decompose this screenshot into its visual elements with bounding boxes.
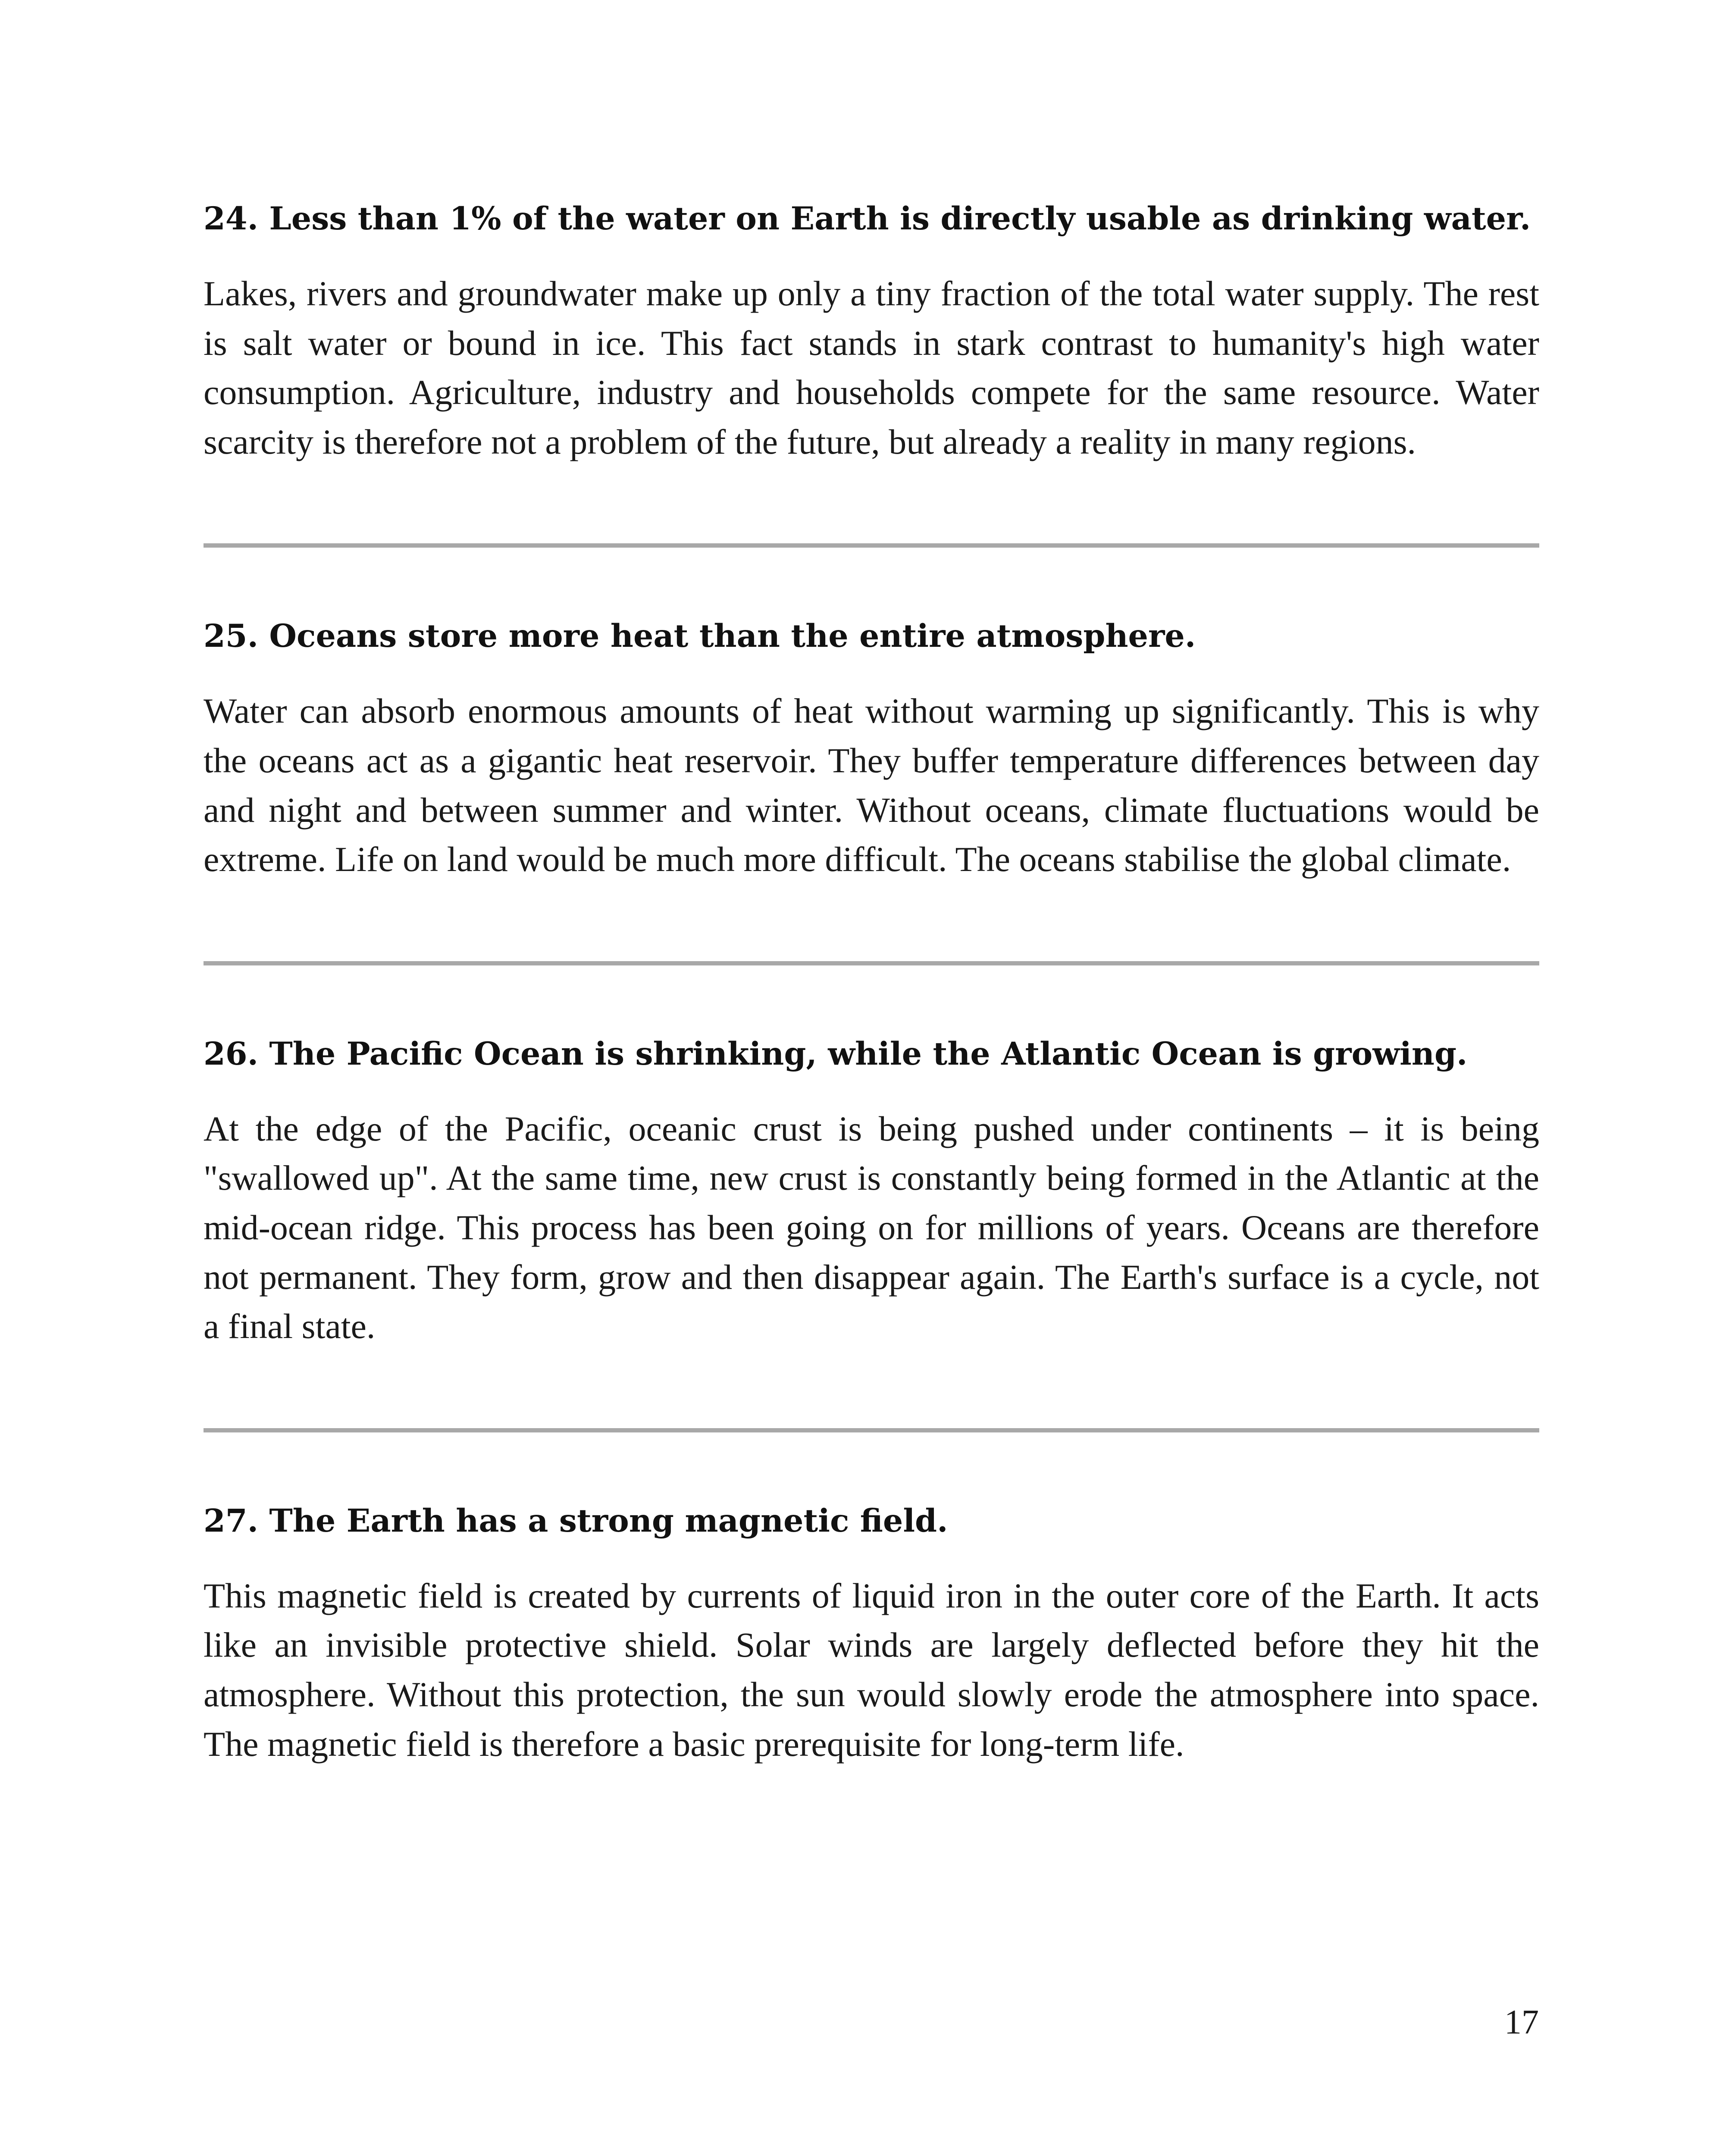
fact-section-24 <box>204 195 1539 467</box>
section-heading: 27. The Earth has a strong magnetic field. <box>204 1502 948 1539</box>
section-body: Lakes, rivers and groundwater make up only a tiny fraction of the total water supply. The rest is salt water or bound in ice. This fact stands in stark contrast to humanity's high water consumption. Agriculture, industry and households compete for the same resource. Water scarcity is therefore not a problem of the future, but already a reality in many regions. <box>204 274 1539 461</box>
section-divider <box>204 961 1539 965</box>
page-content <box>204 195 1539 1769</box>
page-number: 17 <box>1504 2003 1539 2041</box>
section-heading: 25. Oceans store more heat than the entire atmosphere. <box>204 617 1196 655</box>
section-divider <box>204 1428 1539 1432</box>
section-heading: 24. Less than 1% of the water on Earth is directly usable as drinking water. <box>204 200 1531 237</box>
fact-section-26 <box>204 1030 1539 1351</box>
section-heading: 26. The Pacific Ocean is shrinking, while the Atlantic Ocean is growing. <box>204 1035 1468 1072</box>
section-body: At the edge of the Pacific, oceanic crust is being pushed under continents – it is being "swallowed up". At the same time, new crust is constantly being formed in the Atlantic at the mid-ocean ridge. This process has been going on for millions of years. Oceans are therefore not permanent. They form, grow and then disappear again. The Earth's surface is a cycle, not a final state. <box>204 1109 1539 1346</box>
fact-section-25 <box>204 612 1539 884</box>
section-body: This magnetic field is created by currents of liquid iron in the outer core of the Earth. It acts like an invisible protective shield. Solar winds are largely deflected before they hit the atmosphere. Without this protection, the sun would slowly erode the atmosphere into space. The magnetic field is therefore a basic prerequisite for long-term life. <box>204 1576 1539 1764</box>
section-divider <box>204 543 1539 548</box>
section-body: Water can absorb enormous amounts of heat without warming up significantly. This is why the oceans act as a gigantic heat reservoir. They buffer temperature differences between day and night and between summer and winter. Without oceans, climate fluctuations would be extreme. Life on land would be much more difficult. The oceans stabilise the global climate. <box>204 691 1539 879</box>
fact-section-27 <box>204 1497 1539 1769</box>
